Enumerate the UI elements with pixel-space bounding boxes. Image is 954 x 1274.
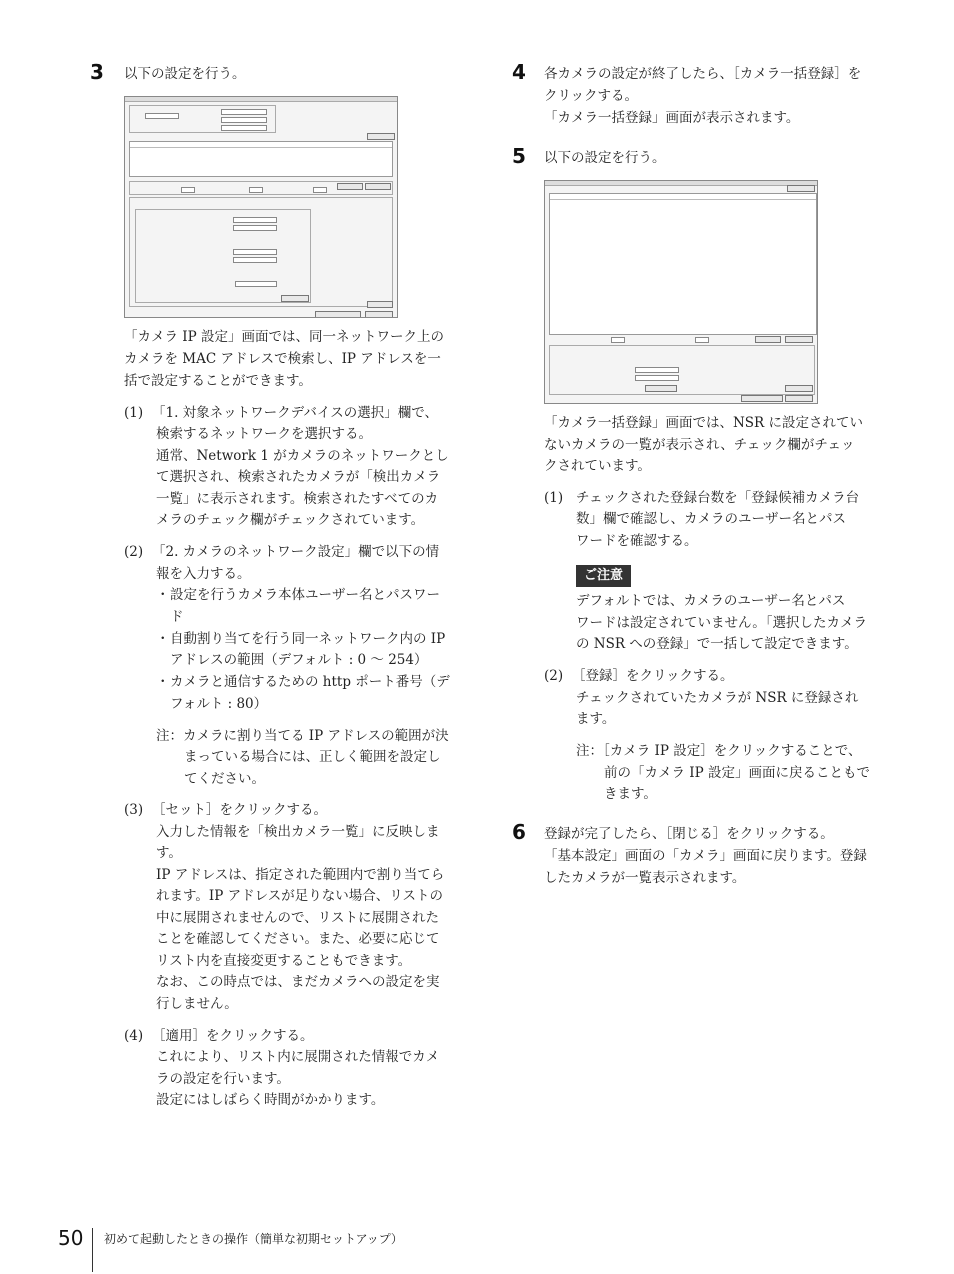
item2-label: (2) (124, 544, 144, 560)
r-note-line: 前の「カメラ IP 設定」画面に戻ることもで (604, 765, 870, 781)
camera-bulk-register-screenshot (544, 180, 818, 404)
caution-line: ワードは設定されていません。「選択したカメラ (576, 615, 868, 631)
item2-line: 「2. カメラのネットワーク設定」欄で以下の情 (152, 544, 440, 560)
caution-line: の NSR への登録」で一括して設定できます。 (576, 636, 858, 652)
bullet-mark: ・ (156, 587, 170, 603)
bullet-text: フォルト : 80） (170, 696, 268, 712)
item4-line: 設定にはしばらく時間がかかります。 (156, 1092, 385, 1108)
note-line: 注：カメラに割り当てる IP アドレスの範囲が決 (156, 728, 449, 744)
camera-ip-setup-screenshot (124, 96, 398, 318)
item3-line: 行しません。 (156, 996, 238, 1012)
bullet-text: 自動割り当てを行う同一ネットワーク内の IP (170, 631, 446, 647)
step3-intro-2: カメラを MAC アドレスで検索し、IP アドレスを一 (124, 351, 441, 367)
item1-line: 一覧」に表示されます。検索されたすべてのカ (156, 491, 439, 507)
item3-line: IP アドレスは、指定された範囲内で割り当てら (156, 867, 445, 883)
item1-line: て選択され、検索されたカメラが「検出カメラ (156, 469, 441, 485)
item1-line: 通常、Network 1 がカメラのネットワークとし (156, 448, 449, 464)
step3-intro-1: 「カメラ IP 設定」画面では、同一ネットワーク上の (124, 329, 444, 345)
item3-label: (3) (124, 802, 144, 818)
step4-line: 「カメラ一括登録」画面が表示されます。 (544, 110, 800, 126)
bullet-mark: ・ (156, 674, 170, 690)
r-item2-label: (2) (544, 668, 564, 684)
note-line: てください。 (184, 771, 265, 787)
r-item1-label: (1) (544, 490, 564, 506)
step4-line: 各カメラの設定が終了したら、［カメラ一括登録］を (544, 66, 862, 82)
r-item1-line: ワードを確認する。 (576, 533, 698, 549)
bullet-text: カメラと通信するための http ポート番号（デ (170, 674, 450, 690)
step4-line: クリックする。 (544, 88, 638, 104)
r-item1-line: チェックされた登録台数を「登録候補カメラ台 (576, 490, 860, 506)
step6-line: 登録が完了したら、［閉じる］をクリックする。 (544, 826, 834, 842)
item3-line: す。 (156, 845, 182, 861)
page-number: 50 (58, 1226, 84, 1250)
caution-line: デフォルトでは、カメラのユーザー名とパス (576, 593, 846, 609)
step3-title: 以下の設定を行う。 (124, 66, 246, 82)
r-note-line: 注：［カメラ IP 設定］をクリックすることで、 (576, 743, 862, 759)
step6-line: 「基本設定」画面の「カメラ」画面に戻ります。登録 (544, 848, 867, 864)
item3-line: なお、この時点では、まだカメラへの設定を実 (156, 974, 440, 990)
item4-line: ［適用］をクリックする。 (152, 1028, 314, 1044)
item1-label: (1) (124, 405, 144, 421)
step-number-3: 3 (90, 60, 104, 84)
r-item2-line: ます。 (576, 711, 616, 727)
step5-intro: 「カメラ一括登録」画面では、NSR に設定されてい (544, 415, 864, 431)
bullet-text: 設定を行うカメラ本体ユーザー名とパスワー (170, 587, 440, 603)
footer-section-title: 初めて起動したときの操作（簡単な初期セットアップ） (104, 1232, 403, 1246)
r-note-line: きます。 (604, 786, 657, 802)
caution-badge: ご注意 (576, 565, 631, 587)
item2-line: 報を入力する。 (156, 566, 251, 582)
item1-line: 「1. 対象ネットワークデバイスの選択」欄で、 (152, 405, 438, 421)
step-number-5: 5 (512, 144, 526, 168)
item3-line: れます。IP アドレスが足りない場合、リストの (156, 888, 443, 904)
bullet-mark: ・ (156, 631, 170, 647)
step-number-4: 4 (512, 60, 526, 84)
bullet-text: ド (170, 609, 184, 625)
r-item2-line: チェックされていたカメラが NSR に登録され (576, 690, 859, 706)
bullet-text: アドレスの範囲（デフォルト : 0 〜 254） (170, 652, 428, 668)
step-number-6: 6 (512, 820, 526, 844)
note-line: まっている場合には、正しく範囲を設定し (184, 749, 441, 765)
step6-line: したカメラが一覧表示されます。 (544, 870, 746, 886)
step5-intro: ないカメラの一覧が表示され、チェック欄がチェッ (544, 437, 855, 453)
step5-title: 以下の設定を行う。 (544, 150, 666, 166)
item3-line: リスト内を直接変更することもできます。 (156, 953, 412, 969)
item1-line: 検索するネットワークを選択する。 (156, 426, 372, 442)
r-item1-line: 数」欄で確認し、カメラのユーザー名とパス (576, 511, 846, 527)
item3-line: ［セット］をクリックする。 (152, 802, 327, 818)
item4-label: (4) (124, 1028, 144, 1044)
r-item2-line: ［登録］をクリックする。 (572, 668, 734, 684)
step3-intro-3: 括で設定することができます。 (124, 373, 312, 389)
item3-line: 入力した情報を「検出カメラ一覧」に反映しま (156, 824, 440, 840)
footer-divider (92, 1228, 93, 1272)
item4-line: ラの設定を行います。 (156, 1071, 290, 1087)
item3-line: ことを確認してください。また、必要に応じて (156, 931, 440, 947)
item4-line: これにより、リスト内に展開された情報でカメ (156, 1049, 440, 1065)
item3-line: 中に展開されませんので、リストに展開された (156, 910, 439, 926)
step5-intro: クされています。 (544, 458, 651, 474)
item1-line: メラのチェック欄がチェックされています。 (156, 512, 425, 528)
